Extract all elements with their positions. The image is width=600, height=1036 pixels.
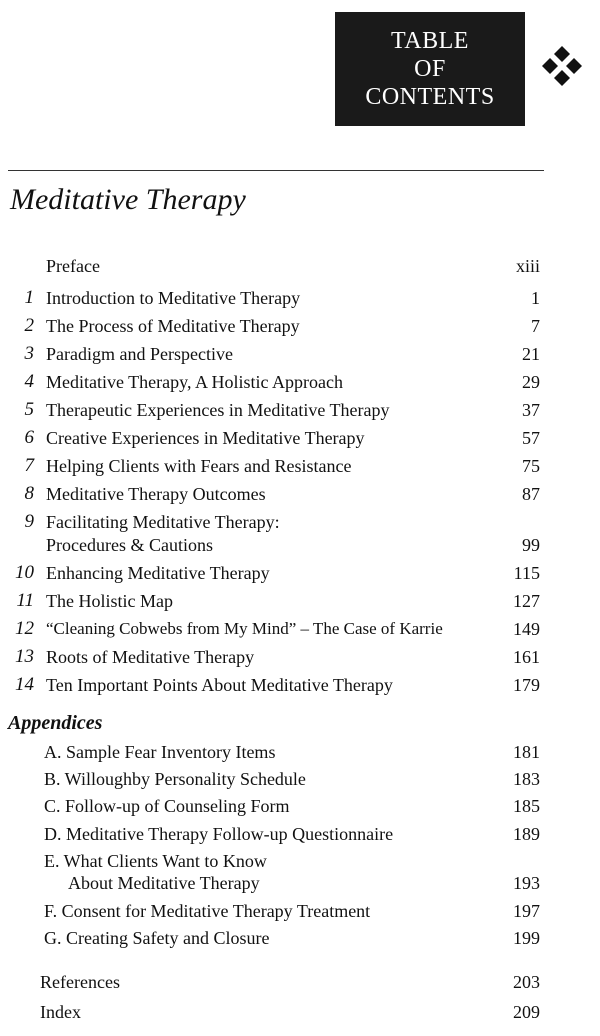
- chapter-page: 1: [531, 288, 540, 308]
- chapter-number: 13: [15, 646, 34, 667]
- diamond-ornament-icon: [538, 44, 586, 92]
- chapter-title: Facilitating Meditative Therapy:: [46, 512, 280, 532]
- chapter-title-continuation: Procedures & Cautions: [46, 535, 213, 555]
- chapter-title: Meditative Therapy Outcomes: [46, 484, 266, 504]
- chapter-page: 7: [531, 316, 540, 336]
- chapter-page: 115: [513, 563, 540, 583]
- table-of-contents-banner: [335, 12, 525, 126]
- appendix-title: A. Sample Fear Inventory Items: [44, 742, 276, 762]
- appendix-title: F. Consent for Meditative Therapy Treatment: [44, 901, 371, 921]
- chapter-page: 161: [513, 647, 540, 667]
- appendix-title: B. Willoughby Personality Schedule: [44, 769, 306, 789]
- appendix-title: E. What Clients Want to Know: [44, 851, 267, 871]
- appendix-page: 189: [513, 824, 540, 844]
- chapter-number: 4: [24, 371, 34, 392]
- chapter-number: 5: [24, 399, 34, 420]
- chapter-number: 8: [24, 483, 34, 504]
- chapter-number: 2: [24, 315, 34, 336]
- chapter-title: Therapeutic Experiences in Meditative Therapy: [46, 400, 390, 420]
- chapter-page: 21: [522, 344, 540, 364]
- chapter-page: 87: [522, 484, 540, 504]
- appendix-page: 193: [513, 873, 540, 893]
- chapter-number: 9: [24, 511, 34, 532]
- chapter-number: 10: [15, 562, 34, 583]
- appendix-page: 199: [513, 928, 540, 948]
- index-title: Index: [40, 1002, 81, 1022]
- banner-line-3: CONTENTS: [365, 84, 495, 110]
- chapter-page: 99: [522, 535, 540, 555]
- chapter-number: 6: [24, 427, 34, 448]
- header-divider: [8, 170, 544, 171]
- chapter-title: “Cleaning Cobwebs from My Mind” – The Case of Karrie: [46, 619, 443, 638]
- chapter-page: 149: [513, 619, 540, 639]
- banner-line-2: OF: [414, 56, 446, 82]
- chapter-number: 14: [15, 674, 34, 695]
- chapter-title: Roots of Meditative Therapy: [46, 647, 255, 667]
- chapter-number: 11: [16, 590, 34, 611]
- chapter-title: Creative Experiences in Meditative Therapy: [46, 428, 365, 448]
- toc-preface-title: Preface: [46, 256, 100, 276]
- section-title: Meditative Therapy: [10, 183, 246, 216]
- references-page: 203: [513, 972, 540, 992]
- appendix-title: G. Creating Safety and Closure: [44, 928, 270, 948]
- appendix-title-continuation: About Meditative Therapy: [68, 873, 260, 893]
- chapter-title: The Process of Meditative Therapy: [46, 316, 300, 336]
- chapter-page: 29: [522, 372, 540, 392]
- appendix-title: C. Follow-up of Counseling Form: [44, 796, 290, 816]
- appendix-title: D. Meditative Therapy Follow-up Questionnaire: [44, 824, 394, 844]
- appendices-heading: Appendices: [8, 712, 103, 734]
- chapter-title: Introduction to Meditative Therapy: [46, 288, 301, 308]
- chapter-page: 179: [513, 675, 540, 695]
- references-title: References: [40, 972, 120, 992]
- chapter-page: 37: [522, 400, 540, 420]
- toc-preface-page: xiii: [515, 256, 540, 276]
- chapter-title: Helping Clients with Fears and Resistance: [46, 456, 352, 476]
- appendix-page: 183: [513, 769, 540, 789]
- chapter-title: Meditative Therapy, A Holistic Approach: [46, 372, 343, 392]
- appendix-page: 185: [513, 796, 540, 816]
- chapter-title: Ten Important Points About Meditative Therapy: [46, 675, 393, 695]
- chapter-page: 57: [522, 428, 540, 448]
- chapter-page: 75: [522, 456, 540, 476]
- chapter-title: Paradigm and Perspective: [46, 344, 233, 364]
- chapter-number: 12: [15, 618, 34, 639]
- appendix-page: 181: [513, 742, 540, 762]
- banner-line-1: TABLE: [391, 28, 469, 54]
- appendix-page: 197: [513, 901, 540, 921]
- chapter-page: 127: [513, 591, 540, 611]
- chapter-number: 3: [24, 343, 34, 364]
- chapter-title: Enhancing Meditative Therapy: [46, 563, 270, 583]
- chapter-number: 7: [24, 455, 34, 476]
- chapter-number: 1: [24, 287, 34, 308]
- index-page: 209: [513, 1002, 540, 1022]
- chapter-title: The Holistic Map: [46, 591, 173, 611]
